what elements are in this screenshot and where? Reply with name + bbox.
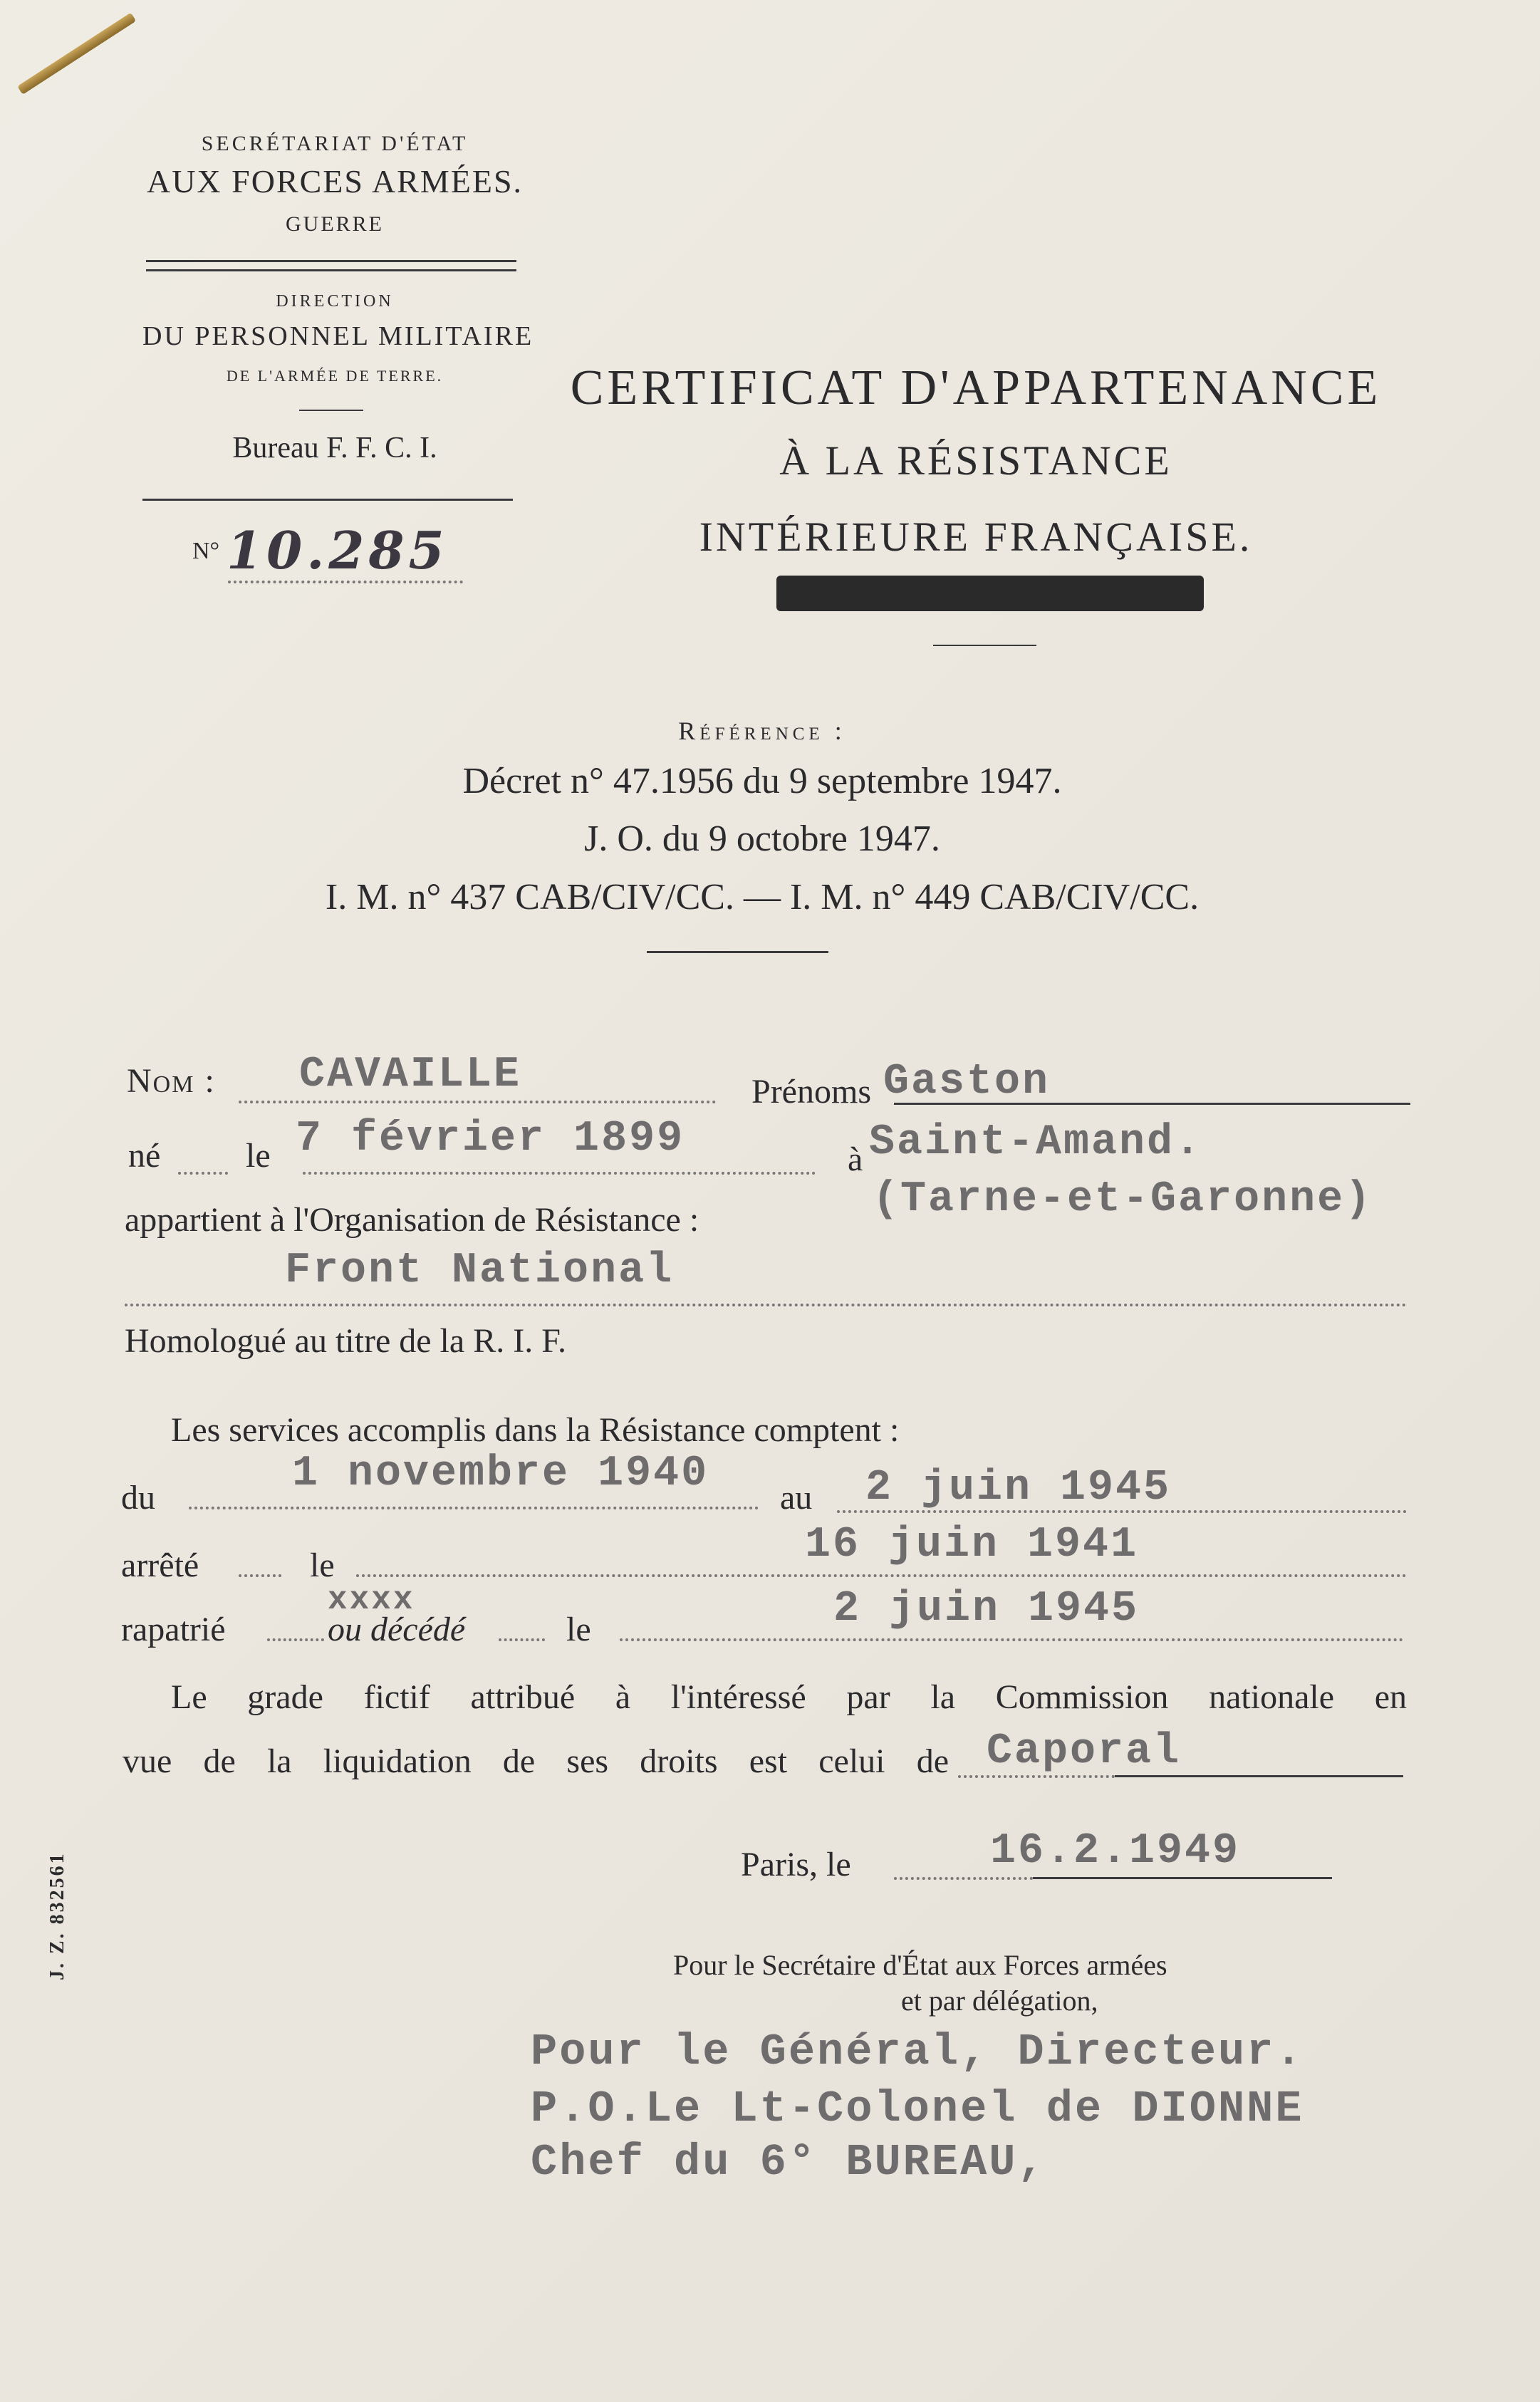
rapatrie-dotline: [267, 1638, 324, 1641]
signature-line-1: Pour le Secrétaire d'État aux Forces armées: [673, 1949, 1167, 1981]
signature-line-2: et par délégation,: [901, 1985, 1098, 2017]
a-label: à: [848, 1140, 863, 1178]
title-rule: [933, 645, 1036, 646]
rapatrie-label: rapatrié: [121, 1611, 226, 1648]
decede-dotline: [499, 1638, 545, 1641]
au-label: au: [780, 1479, 813, 1517]
struck-text-content: (Duplicata originale): [870, 576, 1110, 608]
repatriation-date: 2 juin 1945: [833, 1585, 1140, 1633]
arrete-date-dotline: [356, 1574, 1407, 1577]
staple: [17, 13, 136, 95]
place-label: Paris, le: [741, 1846, 851, 1883]
header-rule-2: [146, 269, 516, 271]
header-rule-1: [146, 260, 516, 262]
signature-typed-2: P.O.Le Lt-Colonel de DIONNE: [531, 2084, 1304, 2134]
number-label: N°: [192, 538, 220, 564]
header-line-3: GUERRE: [286, 212, 384, 236]
nom-label: Nom :: [127, 1062, 216, 1100]
arrete-label: arrêté: [121, 1546, 199, 1584]
organisation-label: appartient à l'Organisation de Résistance :: [125, 1201, 699, 1239]
reference-heading: Référence :: [678, 717, 846, 745]
service-start-date: 1 novembre 1940: [292, 1450, 709, 1498]
ne-dotline: [178, 1172, 228, 1175]
birth-date: 7 février 1899: [296, 1115, 685, 1163]
arrete-le-label: le: [310, 1546, 335, 1584]
date-dotline: [894, 1877, 1033, 1880]
direction-line-1: DIRECTION: [276, 292, 394, 311]
prenoms-label: Prénoms: [751, 1073, 871, 1111]
birth-date-dotline: [303, 1172, 816, 1175]
reference-rule: [647, 951, 828, 953]
du-label: du: [121, 1479, 155, 1517]
bureau-label: Bureau F. F. C. I.: [232, 432, 437, 464]
number-dotline: [228, 581, 463, 583]
certificate-number: 10.285: [227, 520, 449, 581]
ne-label: né: [128, 1137, 161, 1175]
grade-line-2: vue de la liquidation de ses droits est celui de: [123, 1742, 949, 1780]
nom-value: CAVAILLE: [299, 1051, 522, 1099]
direction-line-3: DE L'ARMÉE DE TERRE.: [226, 367, 444, 385]
title-line-1: CERTIFICAT D'APPARTENANCE: [570, 360, 1382, 415]
ne-le-label: le: [246, 1137, 271, 1175]
reference-decret: Décret n° 47.1956 du 9 septembre 1947.: [462, 761, 1062, 801]
header-line-1: SECRÉTARIAT D'ÉTAT: [201, 132, 469, 155]
homologation-text: Homologué au titre de la R. I. F.: [125, 1322, 567, 1360]
arrest-date: 16 juin 1941: [805, 1521, 1139, 1569]
direction-line-2: DU PERSONNEL MILITAIRE: [142, 321, 534, 351]
direction-rule: [299, 410, 363, 411]
organisation-dotline: [125, 1304, 1407, 1306]
rapatrie-le-label: le: [566, 1611, 591, 1648]
side-print-code: J. Z. 832561: [46, 1851, 68, 1980]
title-line-2: À LA RÉSISTANCE: [779, 437, 1172, 484]
prenoms-value: Gaston: [883, 1058, 1051, 1106]
rapatrie-strike-mark: xxxx: [328, 1581, 415, 1618]
signature-typed-3: Chef du 6° BUREAU,: [531, 2137, 1046, 2188]
du-dotline: [189, 1507, 759, 1509]
grade-line-1: Le grade fictif attribué à l'intéressé par la Commission nationale en: [171, 1678, 1407, 1716]
organisation-value: Front National: [285, 1247, 675, 1295]
bureau-rule: [142, 499, 513, 501]
reference-im: I. M. n° 437 CAB/CIV/CC. — I. M. n° 449 CAB/CIV/CC.: [325, 877, 1200, 917]
issue-date: 16.2.1949: [990, 1827, 1241, 1876]
arrete-dotline: [239, 1574, 281, 1577]
struck-through-text: [776, 576, 1204, 611]
date-line: [1033, 1877, 1332, 1879]
birth-department: (Tarne-et-Garonne): [873, 1175, 1373, 1224]
title-line-3: INTÉRIEURE FRANÇAISE.: [699, 514, 1253, 560]
signature-typed-1: Pour le Général, Directeur.: [531, 2027, 1304, 2077]
service-end-date: 2 juin 1945: [865, 1464, 1172, 1512]
rapatrie-date-dotline: [620, 1638, 1403, 1641]
birth-place: Saint-Amand.: [869, 1118, 1203, 1167]
ou-decede-label: ou décédé: [328, 1611, 466, 1648]
header-line-2: AUX FORCES ARMÉES.: [146, 163, 524, 199]
grade-value: Caporal: [987, 1727, 1182, 1776]
services-intro: Les services accomplis dans la Résistance comptent :: [171, 1411, 900, 1449]
reference-jo: J. O. du 9 octobre 1947.: [584, 818, 940, 859]
nom-dotline: [239, 1101, 716, 1103]
